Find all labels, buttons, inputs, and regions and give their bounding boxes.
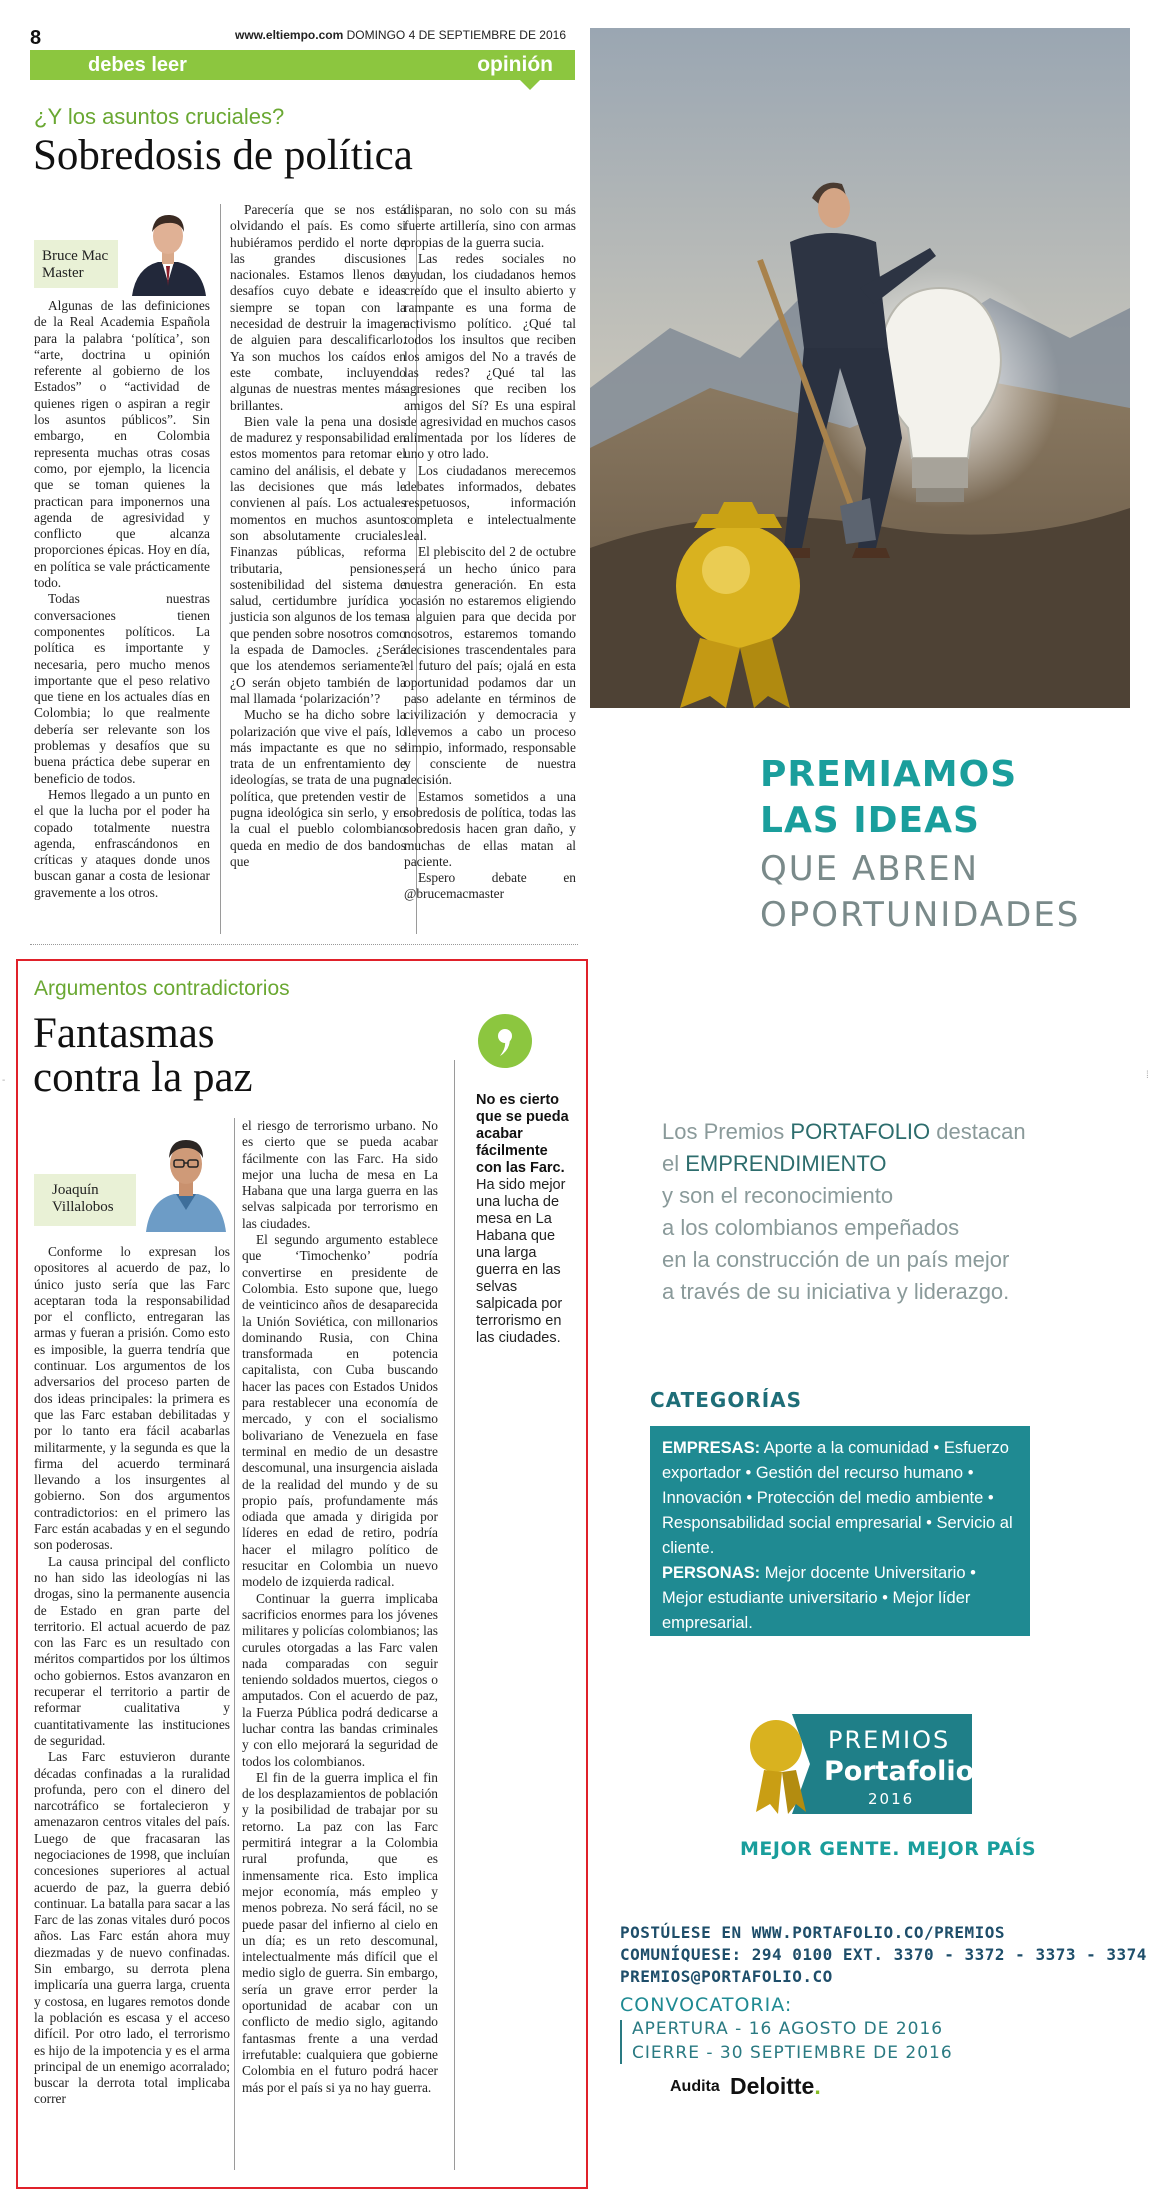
ad-headline-1: PREMIAMOS [760,754,1018,795]
category-label: EMPRESAS: [662,1439,761,1457]
article2-col2 [242,1118,438,2096]
category-empresas [662,1436,1018,1561]
paragraph: Estamos sometidos a una sobredosis de política, todas las sobredosis hacen gran daño, y muchas de ellas matan al paciente. [404,788,576,869]
article1-author: Bruce Mac Master [42,248,109,281]
contact-phone: COMUNÍQUESE: 294 0100 EXT. 3370 - 3372 - 3373 - 3374 [620,1945,1147,1964]
article2-kicker: Argumentos contradictorios [34,977,290,1000]
ad-body-brand: PORTAFOLIO [790,1119,931,1144]
category-label: PERSONAS: [662,1564,761,1582]
categories-title: CATEGORÍAS [650,1388,803,1412]
pull-quote [476,1092,576,1347]
premios-logo [740,1704,980,1824]
paragraph: disparan, no solo con su más fuerte artillería, sino con armas propias de la guerra sucia. [404,202,576,250]
ad-headline-4: OPORTUNIDADES [760,895,1081,935]
premios-logo-brand: Portafolio [824,1756,975,1787]
convocatoria-apertura: APERTURA - 16 AGOSTO DE 2016 [632,2019,944,2039]
column-divider [234,1118,235,2170]
section-left-label: debes leer [88,54,187,76]
column-divider [220,204,221,934]
deloitte-wordmark: Deloitte [730,2073,815,2099]
page-number: 8 [30,27,42,49]
paragraph: Mucho se ha dicho sobre la polarización que vive el país, lo más impactante es que no se trata de un enfrentamiento de ideologías, se trata de una pugna política, que pretenden vestir de pugna ideológica sin serlo, y en la cual el pueblo colombiano queda en medio de dos bandos que [230,707,406,869]
article1-headline: Sobredosis de política [33,132,413,179]
article2-headline-line2: contra la paz [33,1054,253,1101]
ad-slogan: MEJOR GENTE. MEJOR PAÍS [740,1838,1037,1860]
category-text: Aporte a la comunidad • Esfuerzo exportador • Gestión del recurso humano • Innovación • Protección del medio ambiente • Responsabilidad social empresarial • Servicio al cliente. [662,1439,1013,1557]
convocatoria-cierre: CIERRE - 30 SEPTIEMBRE DE 2016 [632,2043,953,2063]
paragraph: Bien vale la pena una dosis de madurez y responsabilidad en estos momentos para retomar el camino del análisis, el debate y las decisiones que más le convienen al país. Los actuales momentos en muchos asuntos son absolutamente cruciales. Finanzas públicas, reforma tributaria, pensiones, sostenibilidad del sistema de salud, certidumbre jurídica y justicia son algunos de los temas que penden sobre nosotros como la espada de Damocles. ¿Será que los atendemos seriamente? ¿O serán objeto también de la mal llamada ‘polarización’? [230,413,406,706]
article1-author-box [34,240,130,288]
pull-quote-text: Ha sido mejor una lucha de mesa en La Habana que una larga guerra en las selvas salpicada por terrorismo en las ciudades. [476,1177,566,1346]
article2-author: Joaquín Villalobos [52,1182,114,1215]
quote-icon [478,1014,532,1068]
article-separator [30,944,578,945]
paragraph: Todas nuestras conversaciones tienen componentes políticos. La política es importante y necesaria, pero mucho menos importante que el peso relativo que tiene en los actuales días en Colombia; lo que realmente debería ser relevante son los problemas y desafíos que su buena práctica debe superar en beneficio de todos. [34,591,210,786]
ad-body [662,1116,1122,1308]
column-divider [454,1060,455,2170]
article2-headline-line1: Fantasmas [33,1010,215,1057]
paragraph: Los ciudadanos merecemos debates informados, debates respetuosos, información completa e intelectualmente leal. [404,462,576,543]
convocatoria-rule [620,2020,622,2064]
ad-body-text: destacan [930,1119,1026,1144]
article2-author-photo [136,1124,236,1232]
crop-mark-left: - [2,1075,6,1086]
section-right-label: opinión [477,53,553,76]
article1-col3 [404,202,576,903]
contact-web[interactable]: POSTÚLESE EN WWW.PORTAFOLIO.CO/PREMIOS [620,1923,1006,1942]
crop-mark-right: ⁞ [1146,1070,1149,1081]
paragraph: El segundo argumento establece que ‘Timochenko’ podría convertirse en presidente de Colombia. Esto supone que, luego de veinticinco años de desaparecida la Unión Soviética, con millonarios dominando Rusia, con China transformada en potencia capitalista, con Cuba buscando hacer las paces con Estados Unidos para restablecer una economía de mercado, y con el socialismo bolivariano de Venezuela en fase terminal en medio de un desastre descomunal, una insurgencia aislada de la realidad del mundo y de su propio país, profundamente más odiada que amada y dirigida por líderes en edad de retiro, podría hacer el milagro político de resucitar en Colombia un nuevo modelo de izquierda radical. [242,1232,438,1590]
issue-date: DOMINGO 4 DE SEPTIEMBRE DE 2016 [346,28,566,42]
ad-body-text: el [662,1151,686,1176]
article1-col1 [34,298,210,901]
paragraph: La causa principal del conflicto no han sido las ideologías ni las drogas, sino la permanente ausencia de Estado en gran parte del territorio. El actual acuerdo de paz con las Farc es un resultado con méritos compartidos por los últimos ocho gobiernos. Estos avanzaron en recuperar el territorio a partir de reformar cualitativa y cuantitativamente las instituciones de seguridad. [34,1553,230,1748]
category-personas [662,1561,1018,1636]
advertisement[interactable] [590,28,1147,2099]
paragraph: Las redes sociales no ayudan, los ciudadanos hemos creído que el insulto abierto y rampante es una forma de activismo político. ¿Qué tal todos los insultos que reciben los amigos del No a través de las redes? ¿Qué tal las agresiones que reciben los amigos del Sí? Es una espiral de agresividad en muchos casos alimentada por los líderes de uno y otro lado. [404,250,576,462]
contact-email[interactable]: PREMIOS@PORTAFOLIO.CO [620,1967,833,1986]
article2-headline [33,1012,253,1100]
section-bar [30,50,575,80]
header-info [235,28,566,42]
ad-body-line: a los colombianos empeñados [662,1215,960,1240]
deloitte-dot: . [814,2073,821,2099]
ad-headline-2: LAS IDEAS [760,800,980,841]
paragraph: Parecería que se nos está olvidando el país. Es como si hubiéramos perdido el norte de las grandes discusiones nacionales. Estamos llenos de desafíos cuyo debate e ideas siempre se topan con la necesidad de destruir la imagen de alguien para descalificarlo. Ya son muchos los caídos en este combate, incluyendo algunas de nuestras mentes más brillantes. [230,202,406,413]
paragraph: Hemos llegado a un punto en el que la lucha por el poder ha copado totalmente nuestra agenda, enfrascándonos en críticas y ataques donde unos buscan ganar a costa de lesionar gravemente a los otros. [34,786,210,900]
paragraph: Continuar la guerra implicaba sacrificios enormes para los jóvenes militares y policías colombianos; las curules otorgadas a las Farc valen nada comparadas con seguir teniendo soldados muertos, ciegos o amputados. Con el acuerdo de paz, la Fuerza Pública podrá dedicarse a luchar contra las bandas criminales y con ello mejorará la seguridad de todos los colombianos. [242,1590,438,1769]
article1-col2 [230,202,406,870]
paragraph: Conforme lo expresan los opositores al acuerdo de paz, lo único justo sería que las Farc aceptaran toda la responsabilidad por el conflicto, entregaran las armas y fueran a prisión. Como esto es imposible, la guerra tendría que continuar. Los argumentos de los adversarios del proceso parten de dos ideas principales: la primera es que las Farc estaban debilitadas y por lo tanto era fácil acabarlas militarmente, y la segunda es que la firma del acuerdo terminará llevando a los insurgentes al gobierno. Son dos argumentos contradictorios: en el primero las Farc están acabadas y en el segundo son poderosas. [34,1244,230,1553]
ad-body-emphasis: EMPRENDIMIENTO [685,1151,887,1176]
categories-box [650,1426,1030,1636]
pull-quote-bold: No es cierto que se pueda acabar fácilmente con las Farc. [476,1092,569,1176]
article1-kicker: ¿Y los asuntos cruciales? [34,104,285,129]
paragraph: el riesgo de terrorismo urbano. No es cierto que se pueda acabar fácilmente con las Farc. Ha sido mejor una lucha de mesa en La Habana que una larga guerra en las selvas salpicada por terrorismo en las ciudades. [242,1118,438,1231]
article1-author-photo [118,204,218,296]
premios-logo-year: 2016 [868,1790,915,1808]
category-text: Mejor docente Universitario • Mejor estudiante universitario • Mejor líder empresarial. [662,1564,976,1632]
article2-col1 [34,1244,230,2108]
ad-contact [620,1922,1147,1988]
paragraph: Espero debate en @brucemacmaster [404,870,576,902]
convocatoria-title: CONVOCATORIA: [620,1994,793,2016]
section-pointer [520,80,540,90]
ad-body-text: Los Premios [662,1119,791,1144]
ad-body-line: a través de su iniciativa y liderazgo. [662,1279,1010,1304]
ad-headline-3: QUE ABREN [760,849,980,889]
ad-photo [590,28,1130,708]
paragraph: Algunas de las definiciones de la Real Academia Española para la palabra ‘política’, son “arte, doctrina u opinión referente al gobierno de los Estados” o “actividad de quienes rigen o aspiran a regir los asuntos públicos”. Sin embargo, en Colombia representa muchas otras cosas como, por ejemplo, la licencia que se toman quienes la practican para imponernos una agenda de agresividad y conflicto que alcanza proporciones épicas. Hoy en día, en política se vale prácticamente todo. [34,298,210,591]
deloitte-logo [730,2073,821,2100]
audit-label: Audita [670,2078,720,2095]
paragraph: Las Farc estuvieron durante décadas confinadas a la ruralidad profunda, pero con el dinero del narcotráfico se fortalecieron y amenazaron centros vitales del país. Luego de que fracasaran las negociaciones de 1998, que incluían concesiones superiores al actual acuerdo de paz, la guerra debió continuar. La batalla para sacar a las Farc de las zonas vitales duró pocos años. Las Farc están ahora muy diezmadas y de nuevo confinadas. Sin embargo, su derrota plena implicaría una guerra larga, cruenta y costosa, en lugares remotos donde la población es escasa y el acceso difícil. Por otro lado, el terrorismo es hijo de la impotencia y es el arma principal de un enemigo acorralado; buscar la derrota total implicaba correr [34,1749,230,2107]
paragraph: El fin de la guerra implica el fin de los desplazamientos de población y la posibilidad de trabajar por su retorno. La paz con las Farc permitirá integrar a la Colombia rural profunda, que es inmensamente rica. Esto implica mejor economía, más empleo y menos pobreza. No será fácil, no se puede pasar del infierno al cielo en un día; es un reto descomunal, intelectualmente más difícil que el medio siglo de guerra. Sin embargo, sería un grave error perder la oportunidad de acabar con un conflicto de medio siglo, agitando fantasmas frente a una verdad irrefutable: cualquiera que gobierne Colombia en el futuro podrá hacer más por el país si ya no hay guerra. [242,1769,438,2095]
ad-body-line: y son el reconocimiento [662,1183,894,1208]
premios-logo-title: PREMIOS [828,1726,951,1754]
ad-body-line: en la construcción de un país mejor [662,1247,1010,1272]
site-url[interactable]: www.eltiempo.com [235,28,344,42]
paragraph: El plebiscito del 2 de octubre será un hecho único para nuestra generación. En esta ocasión no estaremos eligiendo a alguien para que decida por nosotros, estaremos tomando decisiones trascendentales para el futuro del país; ojalá en esta oportunidad podamos dar un paso adelante en términos de civilización y democracia y llevemos a cabo un proceso limpio, informado, responsable y consciente de nuestra decisión. [404,544,576,788]
article2-author-box [34,1174,146,1226]
